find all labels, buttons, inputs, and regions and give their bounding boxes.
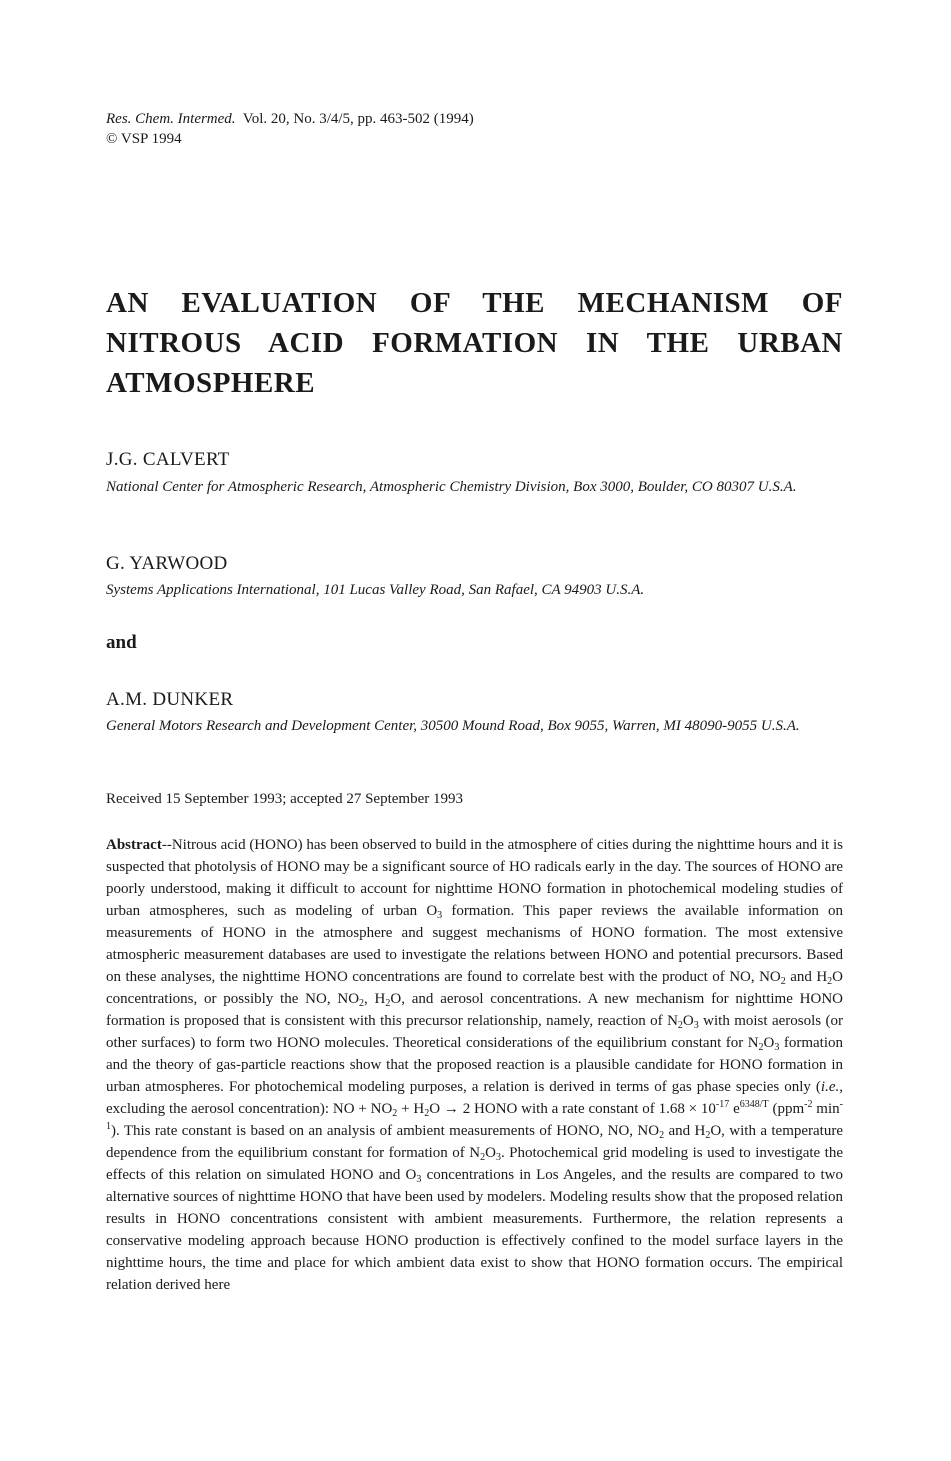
title-line: NITROUS ACID FORMATION IN THE URBAN	[106, 327, 843, 359]
copyright-line: © VSP 1994	[106, 131, 182, 147]
abstract-text: Nitrous acid (HONO) has been observed to build in the atmosphere of cities during the nighttime hours and it is suspected that photolysis of HONO may be a significant source of HO radicals early in the day. The sources of HONO are poorly understood, making it difficult to account for nighttime HONO formation in photochemical modeling studies of urban atmospheres, such as modeling of urban O	[106, 837, 843, 919]
abstract-separator: --	[161, 837, 172, 853]
abstract-text: O → 2 HONO with a rate constant of 1.68 × 10	[429, 1101, 716, 1117]
abstract-text: and H	[785, 969, 828, 985]
subscript: 2	[424, 1108, 430, 1119]
subscript: 2	[359, 998, 365, 1009]
journal-volume: Vol. 20, No. 3/4/5, pp. 463-502 (1994)	[242, 111, 474, 127]
subscript: 2	[480, 1152, 486, 1163]
subscript: 3	[693, 1020, 699, 1031]
author-affiliation: National Center for Atmospheric Research, Atmospheric Chemistry Division, Box 3000, Boulder, CO 80307 U.S.A.	[106, 479, 797, 495]
author-affiliation: General Motors Research and Development Center, 30500 Mound Road, Box 9055, Warren, MI 48090-9055 U.S.A.	[106, 718, 800, 734]
abstract-text: e	[729, 1101, 740, 1117]
paper-title	[106, 283, 843, 403]
author-name: A.M. DUNKER	[106, 689, 234, 710]
and-separator: and	[106, 632, 137, 653]
subscript: 3	[774, 1042, 780, 1053]
abstract-text: (ppm	[768, 1101, 805, 1117]
superscript: -1	[106, 1099, 843, 1132]
author-name: G. YARWOOD	[106, 553, 228, 574]
subscript: 2	[827, 976, 833, 987]
abstract-text: excluding the aerosol concentration): NO + NO	[106, 1101, 393, 1117]
abstract-label: Abstract	[106, 837, 162, 853]
title-line: AN EVALUATION OF THE MECHANISM OF	[106, 287, 843, 319]
subscript: 2	[392, 1108, 398, 1119]
author-affiliation: Systems Applications International, 101 Lucas Valley Road, San Rafael, CA 94903 U.S.A.	[106, 582, 645, 598]
subscript: 3	[495, 1152, 501, 1163]
abstract-text: with moist aerosols (or other surfaces) to form two HONO molecules. Theoretical considerations of the equilibrium constant for N	[106, 1013, 843, 1051]
title-line: ATMOSPHERE	[106, 367, 316, 399]
abstract-text: + H	[397, 1101, 425, 1117]
subscript: 2	[677, 1020, 683, 1031]
superscript: -2	[804, 1099, 813, 1110]
abstract-text: O concentrations, or possibly the NO, NO	[106, 969, 843, 1007]
subscript: 2	[659, 1130, 665, 1141]
abstract-text: O, and aerosol concentrations. A new mechanism for nighttime HONO formation is proposed that is consistent with this precursor relationship, namely, reaction of N	[106, 991, 843, 1029]
abstract-text: , H	[364, 991, 386, 1007]
abstract-text: concentrations in Los Angeles, and the results are compared to two alternative sources of nighttime HONO that have been used by modelers. Modeling results show that the proposed relation results in HONO concentrations consistent with ambient measurements. Furthermore, the relation represents a conservative modeling approach because HONO production is effectively confined to the model surface layers in the nighttime hours, the time and place for which ambient data exist to show that HONO formation occurs. The empirical relation derived here	[106, 1167, 844, 1293]
subscript: 2	[385, 998, 391, 1009]
abstract-text: formation and the theory of gas-particle reactions show that the proposed reaction is a plausible candidate for HONO formation in urban atmospheres. For photochemical modeling purposes, a relation is derived in terms of gas phase species only (	[106, 1035, 843, 1095]
received-date: Received 15 September 1993; accepted 27 September 1993	[106, 791, 463, 807]
journal-header	[106, 109, 474, 149]
subscript: 3	[437, 910, 443, 921]
subscript: 2	[758, 1042, 764, 1053]
abstract-text: O, with a temperature dependence from the equilibrium constant for formation of N	[106, 1123, 843, 1161]
subscript: 3	[416, 1174, 422, 1185]
abstract-text: and H	[664, 1123, 706, 1139]
superscript: 6348/T	[739, 1099, 769, 1110]
citation-line	[106, 109, 474, 129]
superscript: -17	[715, 1099, 730, 1110]
journal-name: Res. Chem. Intermed.	[106, 111, 236, 127]
subscript: 2	[780, 976, 786, 987]
abstract-text: O	[485, 1145, 496, 1161]
abstract-text: O	[763, 1035, 775, 1051]
subscript: 2	[705, 1130, 711, 1141]
abstract-text: . Photochemical grid modeling is used to investigate the effects of this relation on simulated HONO and O	[106, 1145, 843, 1183]
abstract	[106, 834, 843, 1296]
abstract-text: formation. This paper reviews the available information on measurements of HONO in the atmosphere and suggest mechanisms of HONO formation. The most extensive atmospheric measurement databases are used to investigate the relations between HONO and potential precursors. Based on these analyses, the nighttime HONO concentrations are found to correlate best with the product of NO, NO	[106, 903, 843, 985]
abstract-text: O	[682, 1013, 694, 1029]
abstract-text: ). This rate constant is based on an analysis of ambient measurements of HONO, NO, NO	[111, 1123, 660, 1139]
abstract-italic: i.e.,	[820, 1079, 843, 1095]
abstract-text: min	[812, 1101, 840, 1117]
author-name: J.G. CALVERT	[106, 449, 230, 470]
